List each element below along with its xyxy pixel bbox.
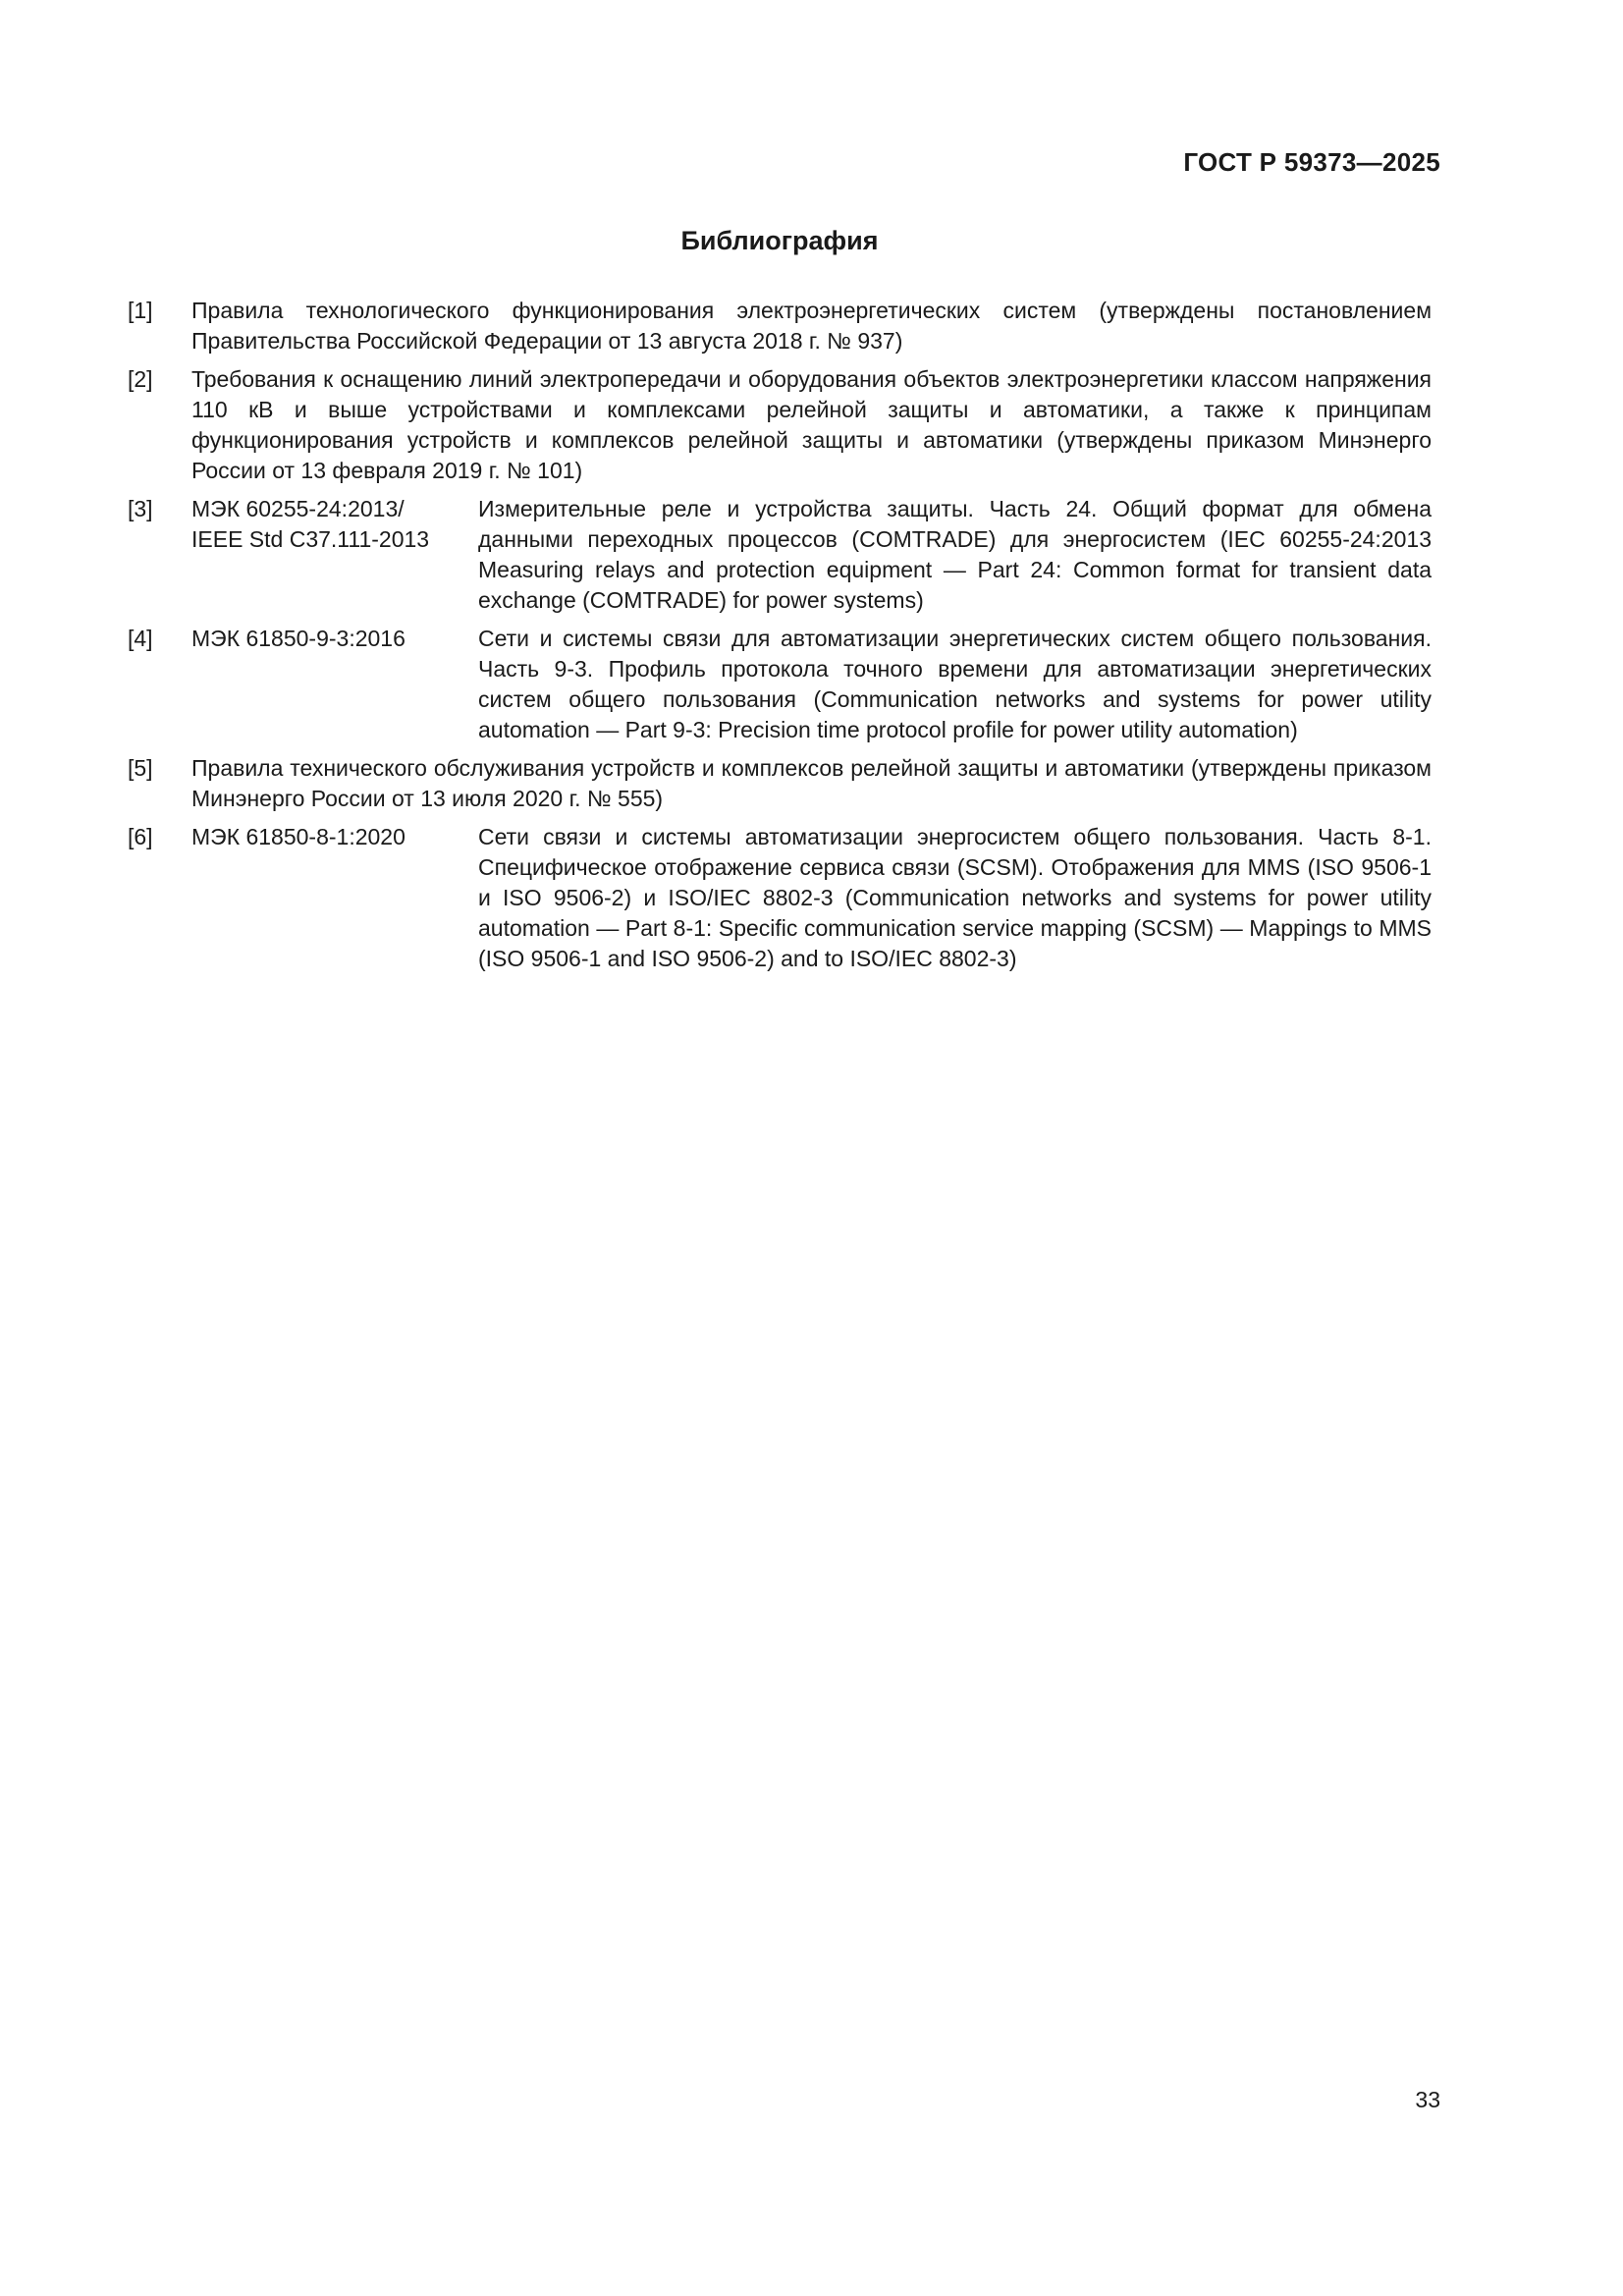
bib-entry-title: Сети связи и системы автоматизации энергосистем общего пользования. Часть 8-1. Специфическое отображение сервиса связи (SCSM). Отображения для MMS (ISO 9506-1 и ISO 9506-2) и ISO/IEC 8802-3 (Communication networks and systems for power utility automation — Part 8-1: Specific communication service mapping (SCSM) — Mappings to MMS (ISO 9506-1 and ISO 9506-2) and to ISO/IEC 8802-3) bbox=[478, 824, 1432, 971]
bib-entry-5 bbox=[128, 753, 1432, 814]
bibliography-list bbox=[128, 296, 1432, 982]
bib-entry-1 bbox=[128, 296, 1432, 356]
bib-entry-2 bbox=[128, 364, 1432, 486]
bib-entry-code bbox=[191, 822, 478, 852]
bib-entry-3 bbox=[128, 494, 1432, 616]
bib-entry-code bbox=[191, 494, 478, 555]
bib-entry-number: [6] bbox=[128, 824, 153, 849]
section-title: Библиография bbox=[680, 226, 879, 255]
bib-entry-code-line: МЭК 61850-9-3:2016 bbox=[191, 626, 406, 651]
bib-entry-number: [4] bbox=[128, 626, 153, 651]
bib-entry-number: [1] bbox=[128, 298, 153, 323]
bib-entry-code-line: МЭК 61850-8-1:2020 bbox=[191, 824, 406, 849]
bib-entry-number: [3] bbox=[128, 496, 153, 521]
standard-id: ГОСТ Р 59373—2025 bbox=[1183, 147, 1440, 177]
bib-entry-text: Правила технологического функционирования электроэнергетических систем (утверждены постановлением Правительства Российской Федерации от 13 августа 2018 г. № 937) bbox=[191, 298, 1432, 354]
bib-entry-code bbox=[191, 624, 478, 654]
bib-entry-6 bbox=[128, 822, 1432, 974]
bib-entry-text: Правила технического обслуживания устройств и комплексов релейной защиты и автоматики (утверждены приказом Минэнерго России от 13 июля 2020 г. № 555) bbox=[191, 755, 1432, 811]
bib-entry-number: [2] bbox=[128, 366, 153, 392]
bib-entry-code-line: МЭК 60255-24:2013/ bbox=[191, 496, 405, 521]
bib-entry-4 bbox=[128, 624, 1432, 745]
page-number: 33 bbox=[1415, 2087, 1440, 2112]
bib-entry-text: Требования к оснащению линий электропередачи и оборудования объектов электроэнергетики классом напряжения 110 кВ и выше устройствами и комплексами релейной защиты и автоматики, а также к принципам функционирования устройств и комплексов релейной защиты и автоматики (утверждены приказом Минэнерго России от 13 февраля 2019 г. № 101) bbox=[191, 366, 1432, 483]
bib-entry-title: Измерительные реле и устройства защиты. Часть 24. Общий формат для обмена данными переходных процессов (COMTRADE) для энергосистем (IEC 60255-24:2013 Measuring relays and protection equipment — Part 24: Common format for transient data exchange (COMTRADE) for power systems) bbox=[478, 496, 1432, 613]
bib-entry-number: [5] bbox=[128, 755, 153, 781]
bib-entry-title: Сети и системы связи для автоматизации энергетических систем общего пользования. Часть 9-3. Профиль протокола точного времени для автоматизации энергетических систем общего пользования (Communication networks and systems for power utility automation — Part 9-3: Precision time protocol profile for power utility automation) bbox=[478, 626, 1432, 742]
bib-entry-code-line: IEEE Std C37.111-2013 bbox=[191, 526, 430, 552]
